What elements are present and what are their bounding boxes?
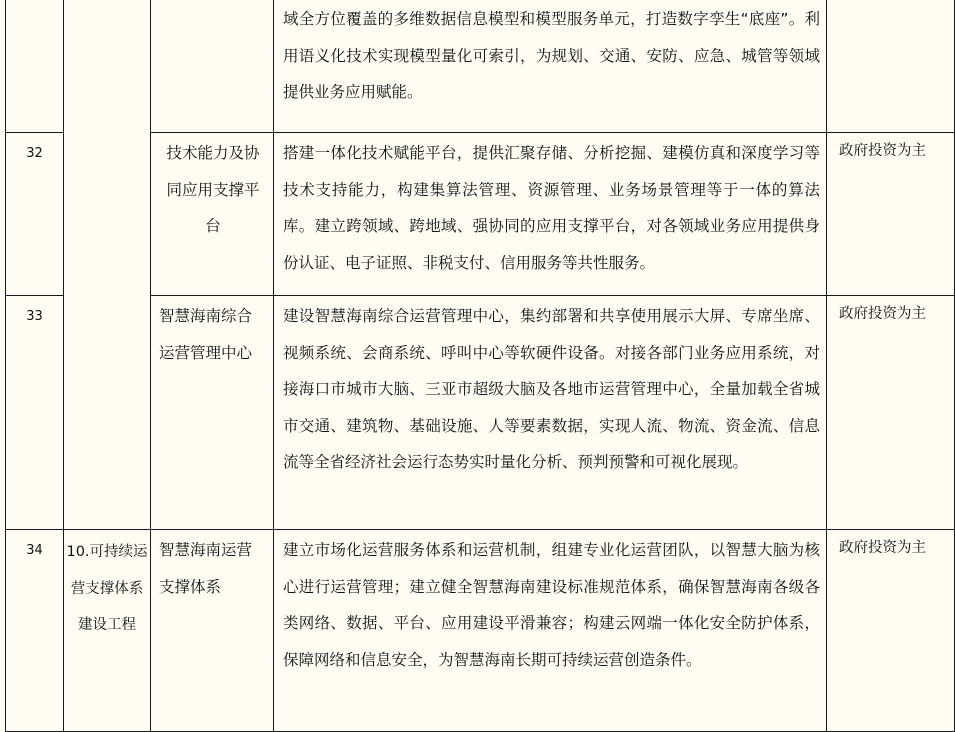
item-name: 技术能力及协同应用支撑平台 (151, 133, 274, 296)
row-number (6, 0, 64, 133)
project-table (5, 0, 955, 732)
row-number: 33 (6, 296, 64, 530)
funding-source: 政府投资为主 (827, 133, 955, 296)
item-description: 域全方位覆盖的多维数据信息模型和模型服务单元，打造数字孪生“底座”。利用语义化技术实现模型量化可索引，为规划、交通、安防、应急、城管等领域提供业务应用赋能。 (274, 0, 827, 133)
item-name: 智慧海南运营支撑体系 (151, 530, 274, 732)
row-number: 34 (6, 530, 64, 732)
project-name: 10.可持续运营支撑体系建设工程 (64, 530, 151, 732)
item-name (151, 0, 274, 133)
table-row (6, 530, 955, 732)
item-description: 搭建一体化技术赋能平台，提供汇聚存储、分析挖掘、建模仿真和深度学习等技术支持能力，构建集算法管理、资源管理、业务场景管理等于一体的算法库。建立跨领域、跨地域、强协同的应用支撑平台，对各领域业务应用提供身份认证、电子证照、非税支付、信用服务等共性服务。 (274, 133, 827, 296)
item-description: 建立市场化运营服务体系和运营机制，组建专业化运营团队，以智慧大脑为核心进行运营管理；建立健全智慧海南建设标准规范体系，确保智慧海南各级各类网络、数据、平台、应用建设平滑兼容；构建云网端一体化安全防护体系，保障网络和信息安全，为智慧海南长期可持续运营创造条件。 (274, 530, 827, 732)
table-row (6, 0, 955, 133)
row-number: 32 (6, 133, 64, 296)
item-name: 智慧海南综合运营管理中心 (151, 296, 274, 530)
funding-source (827, 0, 955, 133)
funding-source: 政府投资为主 (827, 296, 955, 530)
project-group-cell (64, 0, 151, 530)
funding-source: 政府投资为主 (827, 530, 955, 732)
item-description: 建设智慧海南综合运营管理中心，集约部署和共享使用展示大屏、专席坐席、视频系统、会商系统、呼叫中心等软硬件设备。对接各部门业务应用系统，对接海口市城市大脑、三亚市超级大脑及各地市运营管理中心，全量加载全省城市交通、建筑物、基础设施、人等要素数据，实现人流、物流、资金流、信息流等全省经济社会运行态势实时量化分析、预判预警和可视化展现。 (274, 296, 827, 530)
